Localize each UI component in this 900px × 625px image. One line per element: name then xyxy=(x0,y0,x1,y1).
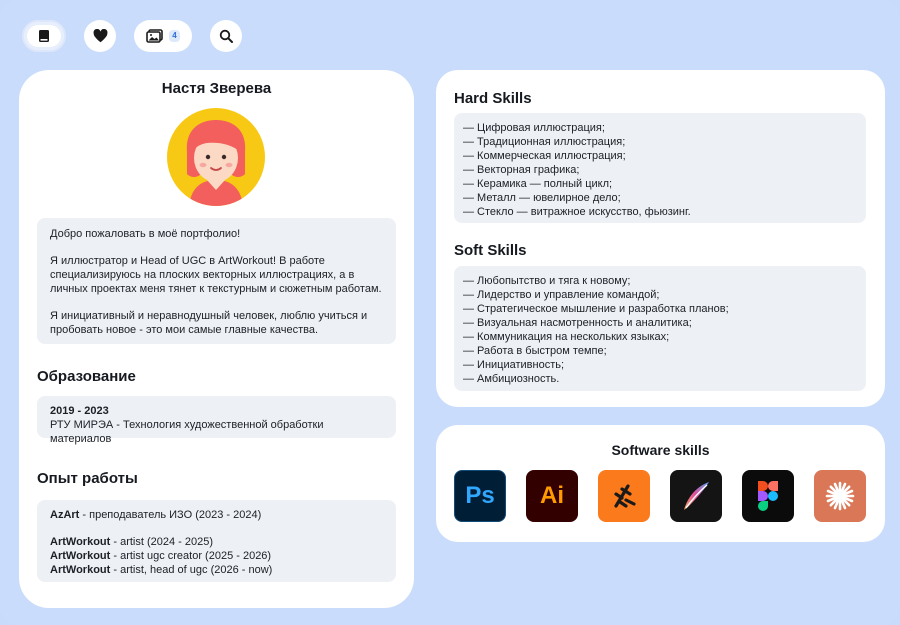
list-item xyxy=(50,563,383,577)
claude-icon xyxy=(814,470,866,522)
soft-skills-panel xyxy=(454,266,866,391)
photoshop-icon xyxy=(454,470,506,522)
top-toolbar xyxy=(22,20,242,52)
list-item: — Любопытство и тяга к новому; xyxy=(463,275,631,287)
search-icon xyxy=(219,29,233,43)
experience-role: - artist ugc creator (2025 - 2026) xyxy=(110,550,272,562)
experience-role: - преподаватель ИЗО (2023 - 2024) xyxy=(79,509,262,521)
experience-role: - artist, head of ugc (2026 - now) xyxy=(110,564,273,576)
intro-role: Я иллюстратор и Head of UGC в ArtWorkout! В работе специализируюсь на плоских векторных иллюстрациях, а в личных проектах меня тянет к текстурным и сюжетным работам. xyxy=(50,255,382,295)
list-item: — Работа в быстром темпе; xyxy=(463,345,607,357)
hard-skills-panel xyxy=(454,113,866,223)
profile-name: Настя Зверева xyxy=(161,80,272,97)
experience-title: Опыт работы xyxy=(37,470,138,487)
list-item: — Цифровая иллюстрация; xyxy=(463,122,605,134)
software-apps xyxy=(454,470,866,522)
education-years: 2019 - 2023 xyxy=(50,405,109,417)
app-label: Ai xyxy=(540,482,564,509)
book-icon xyxy=(37,29,51,43)
list-item: — Инициативность; xyxy=(463,359,565,371)
experience-company: ArtWorkout xyxy=(50,536,111,548)
experience-panel xyxy=(37,500,396,582)
avatar xyxy=(167,108,265,206)
app-orange-logo-icon xyxy=(598,470,650,522)
favorites-button[interactable] xyxy=(84,20,116,52)
experience-company: ArtWorkout xyxy=(50,550,111,562)
intro-greeting: Добро пожаловать в моё портфолио! xyxy=(50,228,241,240)
list-item: — Визуальная насмотренность и аналитика; xyxy=(463,317,692,329)
list-item: — Традиционная иллюстрация; xyxy=(463,136,626,148)
list-item: — Стекло — витражное искусство, фьюзинг. xyxy=(463,206,691,218)
heart-icon xyxy=(93,29,108,43)
gallery-count-badge: 4 xyxy=(169,30,179,42)
experience-company: ArtWorkout xyxy=(50,564,111,576)
software-title: Software skills xyxy=(611,442,710,458)
list-item: — Металл — ювелирное дело; xyxy=(463,192,621,204)
experience-role: - artist (2024 - 2025) xyxy=(110,536,214,548)
search-button[interactable] xyxy=(210,20,242,52)
illustrator-icon xyxy=(526,470,578,522)
list-item: — Коммерческая иллюстрация; xyxy=(463,150,626,162)
list-item: — Керамика — полный цикл; xyxy=(463,178,613,190)
list-item xyxy=(50,535,383,549)
education-title: Образование xyxy=(37,368,136,385)
education-panel xyxy=(37,396,396,445)
intro-qualities: Я инициативный и неравнодушный человек, люблю учиться и пробовать новое - это мои самые главные качества. xyxy=(50,310,368,336)
soft-skills-title: Soft Skills xyxy=(454,242,527,259)
procreate-icon xyxy=(670,470,722,522)
list-item: — Амбициозность. xyxy=(463,373,560,385)
intro-panel xyxy=(37,218,396,344)
app-label: Ps xyxy=(465,482,495,509)
list-item: — Коммуникация на нескольких языках; xyxy=(463,331,670,343)
list-item: — Стратегическое мышление и разработка планов; xyxy=(463,303,729,315)
experience-company: AzArt xyxy=(50,509,80,521)
list-item: — Векторная графика; xyxy=(463,164,580,176)
images-icon xyxy=(146,29,163,43)
list-item: — Лидерство и управление командой; xyxy=(463,289,660,301)
education-place: РТУ МИРЭА - Технология художественной обработки материалов xyxy=(50,419,324,445)
list-item xyxy=(50,549,383,563)
hard-skills-title: Hard Skills xyxy=(454,90,532,107)
book-button[interactable] xyxy=(22,20,66,52)
figma-icon xyxy=(742,470,794,522)
gallery-button[interactable] xyxy=(134,20,192,52)
list-item xyxy=(50,508,383,522)
